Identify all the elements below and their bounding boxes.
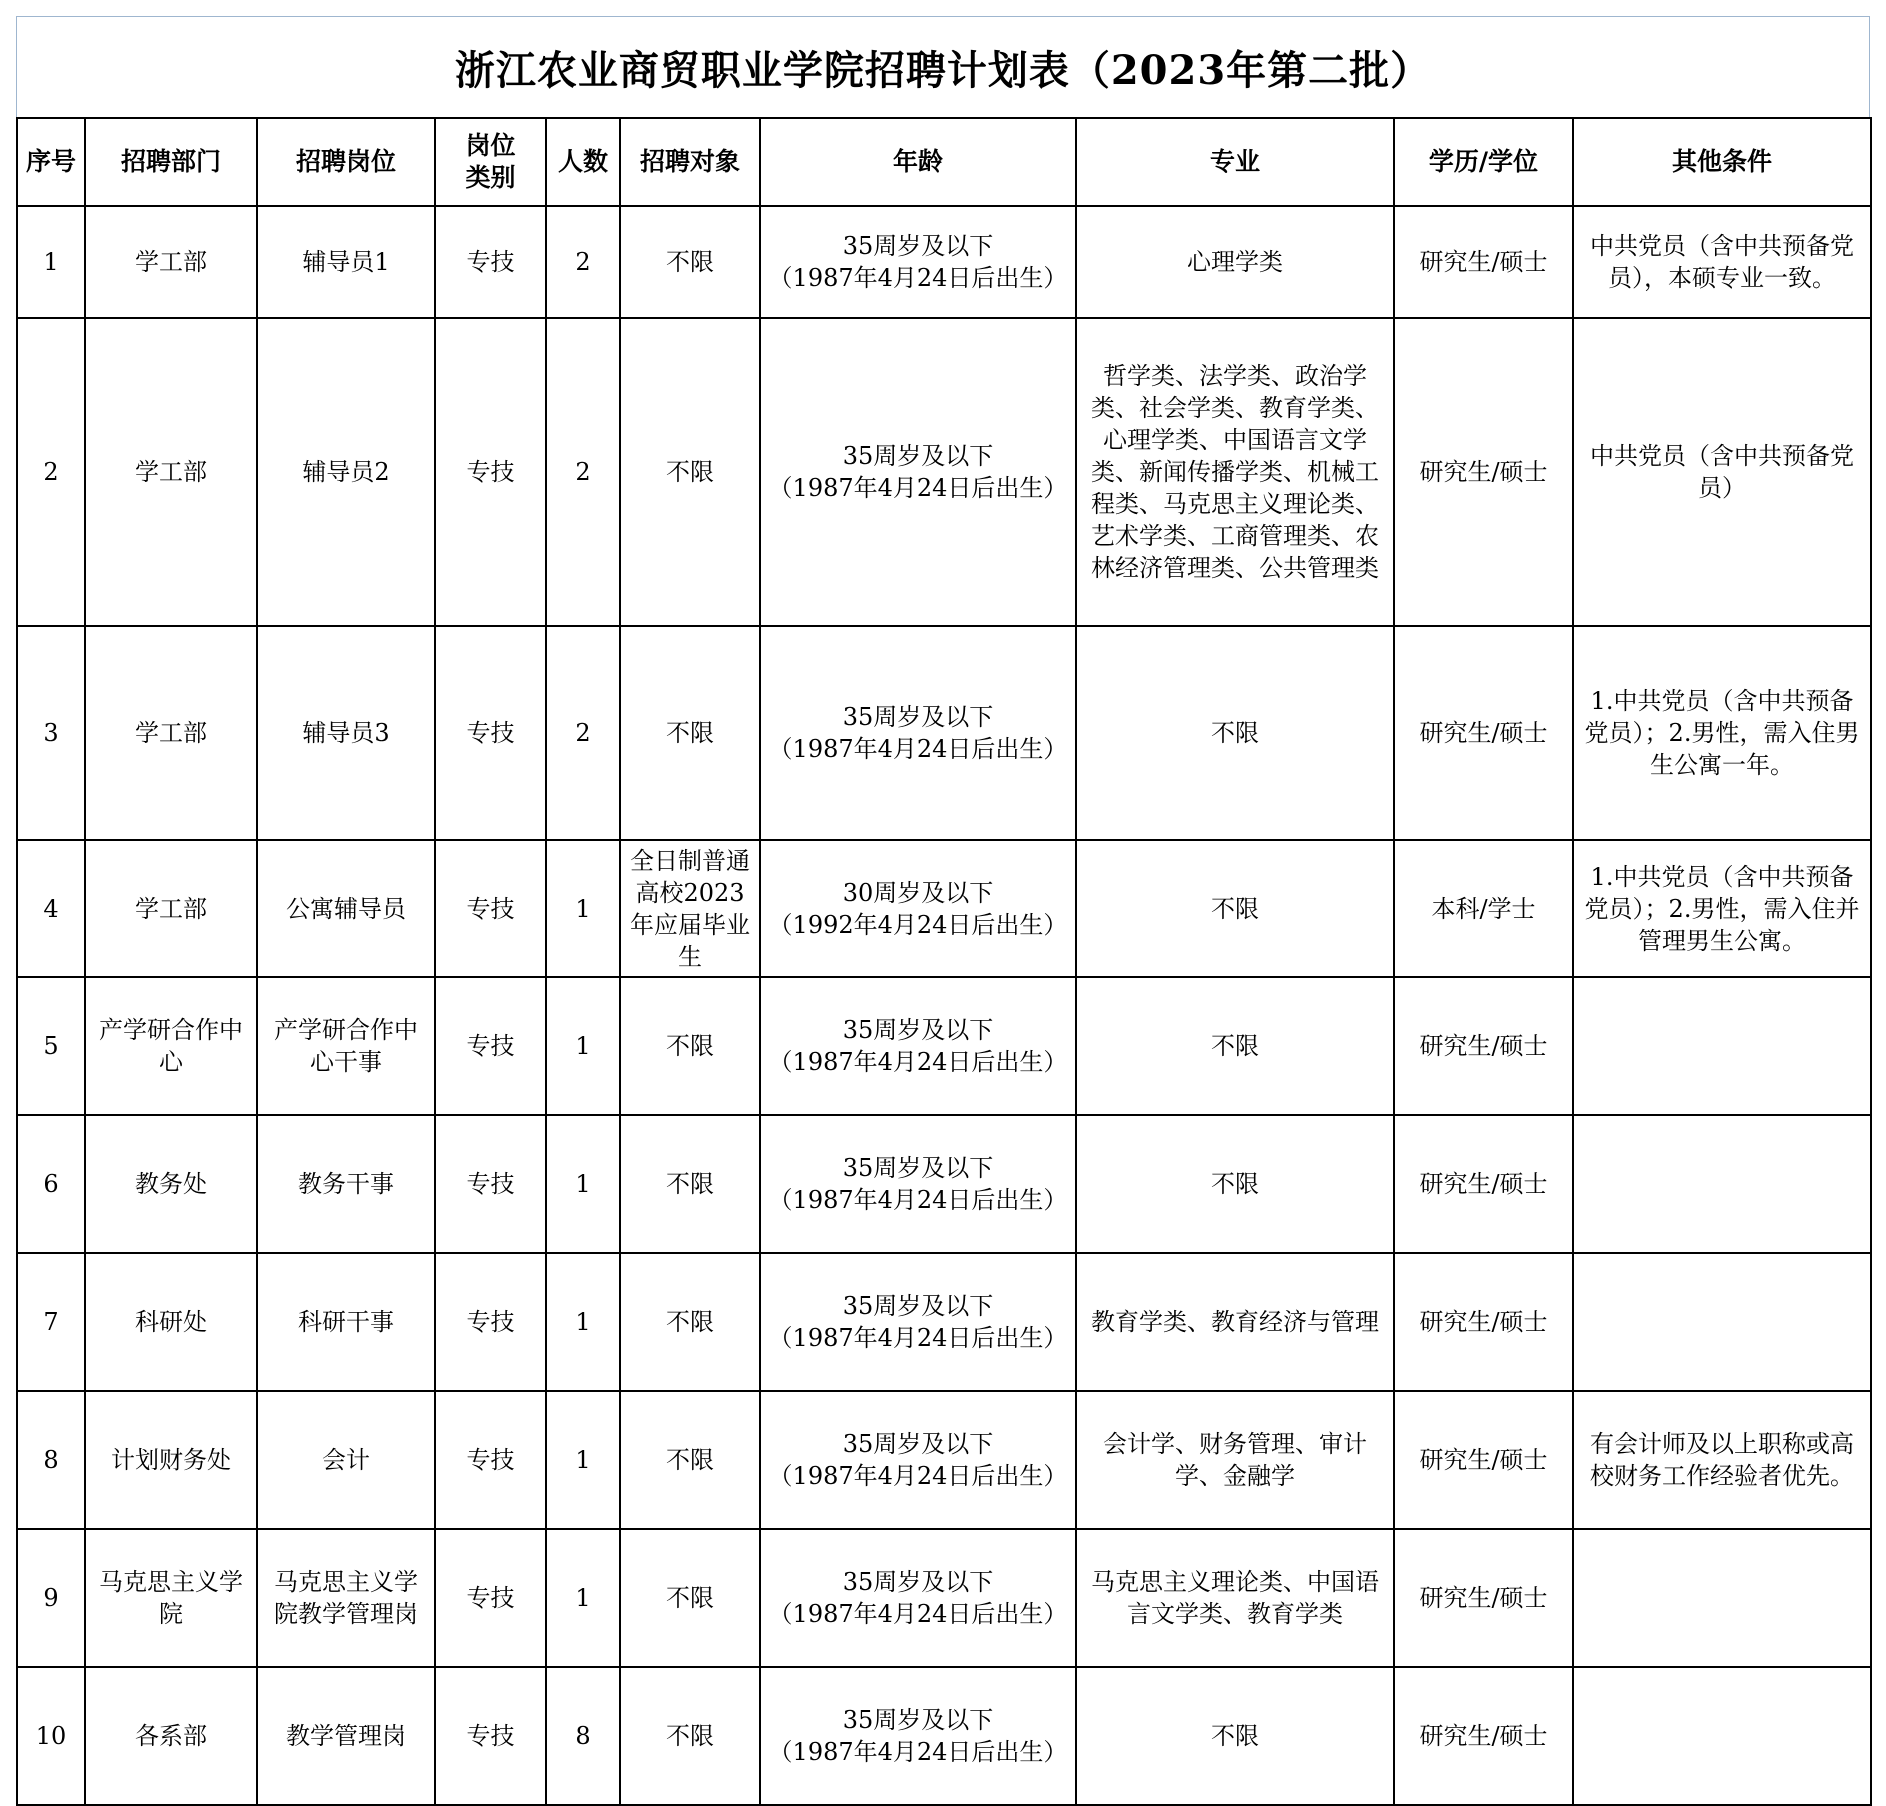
cell-other: 有会计师及以上职称或高校财务工作经验者优先。: [1573, 1391, 1871, 1529]
cell-other: 中共党员（含中共预备党员），本硕专业一致。: [1573, 206, 1871, 318]
cell-other: [1573, 1529, 1871, 1667]
cell-target: 不限: [620, 1253, 760, 1391]
cell-target: 不限: [620, 318, 760, 626]
cell-target: 不限: [620, 626, 760, 840]
cell-seq: 7: [17, 1253, 85, 1391]
cell-category: 专技: [435, 1115, 546, 1253]
cell-category: 专技: [435, 1667, 546, 1805]
header-row: [17, 118, 1871, 206]
cell-count: 1: [546, 977, 620, 1115]
cell-target: 不限: [620, 1667, 760, 1805]
cell-degree: 研究生/硕士: [1394, 1115, 1573, 1253]
cell-count: 2: [546, 626, 620, 840]
cell-count: 2: [546, 206, 620, 318]
header-major: 专业: [1076, 118, 1394, 206]
cell-age: [760, 1253, 1076, 1391]
birth-date: （1987年4月24日后出生）: [768, 474, 1068, 502]
cell-age: [760, 840, 1076, 977]
cell-count: 1: [546, 1529, 620, 1667]
cell-dept: 学工部: [85, 626, 257, 840]
cell-major: 会计学、财务管理、审计学、金融学: [1076, 1391, 1394, 1529]
cell-other: 1.中共党员（含中共预备党员）；2.男性，需入住男生公寓一年。: [1573, 626, 1871, 840]
cell-count: 1: [546, 1253, 620, 1391]
cell-degree: 研究生/硕士: [1394, 1529, 1573, 1667]
cell-target: 不限: [620, 1391, 760, 1529]
cell-age: [760, 206, 1076, 318]
birth-date: （1987年4月24日后出生）: [768, 1048, 1068, 1076]
age-limit: 30周岁及以下: [842, 878, 994, 907]
age-limit: 35周岁及以下: [842, 1154, 994, 1182]
cell-position: 公寓辅导员: [257, 840, 435, 977]
cell-age: [760, 318, 1076, 626]
cell-target: 不限: [620, 1115, 760, 1253]
cell-category: 专技: [435, 1391, 546, 1529]
age-limit: 35周岁及以下: [842, 442, 994, 470]
header-target: 招聘对象: [620, 118, 760, 206]
header-seq: 序号: [17, 118, 85, 206]
cell-seq: 4: [17, 840, 85, 977]
cell-degree: 研究生/硕士: [1394, 1391, 1573, 1529]
age-limit: 35周岁及以下: [842, 1016, 994, 1044]
cell-category: 专技: [435, 977, 546, 1115]
cell-degree: 研究生/硕士: [1394, 206, 1573, 318]
cell-age: [760, 1391, 1076, 1529]
cell-target: 全日制普通高校2023年应届毕业生: [620, 840, 760, 977]
header-dept: 招聘部门: [85, 118, 257, 206]
cell-count: 2: [546, 318, 620, 626]
table-row: [17, 206, 1871, 318]
cell-position: 科研干事: [257, 1253, 435, 1391]
cell-other: [1573, 977, 1871, 1115]
header-position: 招聘岗位: [257, 118, 435, 206]
cell-age: [760, 1115, 1076, 1253]
cell-count: 1: [546, 1115, 620, 1253]
header-degree: 学历/学位: [1394, 118, 1573, 206]
cell-count: 1: [546, 1391, 620, 1529]
cell-position: 辅导员3: [257, 626, 435, 840]
cell-position: 教务干事: [257, 1115, 435, 1253]
birth-date: （1987年4月24日后出生）: [768, 1186, 1068, 1214]
cell-category: 专技: [435, 840, 546, 977]
cell-age: [760, 626, 1076, 840]
cell-seq: 10: [17, 1667, 85, 1805]
cell-dept: 各系部: [85, 1667, 257, 1805]
age-limit: 35周岁及以下: [842, 1568, 994, 1596]
header-other: 其他条件: [1573, 118, 1871, 206]
birth-date: （1987年4月24日后出生）: [768, 735, 1068, 763]
cell-category: 专技: [435, 206, 546, 318]
cell-dept: 教务处: [85, 1115, 257, 1253]
birth-date: （1987年4月24日后出生）: [768, 1324, 1068, 1352]
cell-seq: 6: [17, 1115, 85, 1253]
age-limit: 35周岁及以下: [842, 232, 994, 260]
cell-dept: 学工部: [85, 840, 257, 977]
cell-degree: 本科/学士: [1394, 840, 1573, 977]
age-limit: 35周岁及以下: [842, 703, 994, 731]
age-limit: 35周岁及以下: [842, 1706, 994, 1734]
cell-seq: 8: [17, 1391, 85, 1529]
table-row: [17, 1391, 1871, 1529]
cell-seq: 3: [17, 626, 85, 840]
cell-major: 不限: [1076, 840, 1394, 977]
cell-target: 不限: [620, 206, 760, 318]
cell-target: 不限: [620, 977, 760, 1115]
cell-target: 不限: [620, 1529, 760, 1667]
table-row: [17, 977, 1871, 1115]
table-row: [17, 1667, 1871, 1805]
cell-major: 马克思主义理论类、中国语言文学类、教育学类: [1076, 1529, 1394, 1667]
cell-other: 中共党员（含中共预备党员）: [1573, 318, 1871, 626]
cell-other: 1.中共党员（含中共预备党员）；2.男性，需入住并管理男生公寓。: [1573, 840, 1871, 977]
cell-major: 教育学类、教育经济与管理: [1076, 1253, 1394, 1391]
cell-degree: 研究生/硕士: [1394, 318, 1573, 626]
cell-other: [1573, 1115, 1871, 1253]
header-age: 年龄: [760, 118, 1076, 206]
cell-major: 不限: [1076, 977, 1394, 1115]
cell-major: 心理学类: [1076, 206, 1394, 318]
cell-other: [1573, 1253, 1871, 1391]
cell-age: [760, 1529, 1076, 1667]
cell-position: 产学研合作中心干事: [257, 977, 435, 1115]
cell-seq: 2: [17, 318, 85, 626]
table-row: [17, 1529, 1871, 1667]
cell-category: 专技: [435, 1529, 546, 1667]
cell-category: 专技: [435, 626, 546, 840]
cell-dept: 科研处: [85, 1253, 257, 1391]
cell-dept: 马克思主义学院: [85, 1529, 257, 1667]
cell-age: [760, 977, 1076, 1115]
cell-major: 不限: [1076, 1115, 1394, 1253]
table-row: [17, 840, 1871, 977]
cell-dept: 产学研合作中心: [85, 977, 257, 1115]
cell-other: [1573, 1667, 1871, 1805]
header-count: 人数: [546, 118, 620, 206]
age-limit: 35周岁及以下: [842, 1430, 994, 1458]
birth-date: （1987年4月24日后出生）: [768, 1462, 1068, 1490]
cell-age: [760, 1667, 1076, 1805]
cell-position: 会计: [257, 1391, 435, 1529]
table-row: [17, 1115, 1871, 1253]
cell-seq: 5: [17, 977, 85, 1115]
cell-position: 马克思主义学院教学管理岗: [257, 1529, 435, 1667]
cell-count: 1: [546, 840, 620, 977]
age-limit: 35周岁及以下: [842, 1292, 994, 1320]
sheet-title: 浙江农业商贸职业学院招聘计划表（2023年第二批）: [16, 16, 1870, 117]
table-row: [17, 318, 1871, 626]
header-category: 岗位类别: [435, 118, 546, 206]
birth-date: （1992年4月24日后出生）: [768, 910, 1068, 939]
birth-date: （1987年4月24日后出生）: [768, 264, 1068, 292]
cell-major: 不限: [1076, 1667, 1394, 1805]
cell-dept: 学工部: [85, 318, 257, 626]
cell-degree: 研究生/硕士: [1394, 977, 1573, 1115]
cell-position: 辅导员1: [257, 206, 435, 318]
table-row: [17, 1253, 1871, 1391]
cell-major: 哲学类、法学类、政治学类、社会学类、教育学类、心理学类、中国语言文学类、新闻传播学类、机械工程类、马克思主义理论类、艺术学类、工商管理类、农林经济管理类、公共管理类: [1076, 318, 1394, 626]
cell-seq: 9: [17, 1529, 85, 1667]
cell-degree: 研究生/硕士: [1394, 626, 1573, 840]
cell-degree: 研究生/硕士: [1394, 1667, 1573, 1805]
cell-major: 不限: [1076, 626, 1394, 840]
recruitment-sheet: [16, 16, 1870, 1806]
cell-position: 辅导员2: [257, 318, 435, 626]
cell-seq: 1: [17, 206, 85, 318]
recruitment-table: [16, 117, 1872, 1806]
table-row: [17, 626, 1871, 840]
birth-date: （1987年4月24日后出生）: [768, 1738, 1068, 1766]
birth-date: （1987年4月24日后出生）: [768, 1600, 1068, 1628]
cell-count: 8: [546, 1667, 620, 1805]
cell-position: 教学管理岗: [257, 1667, 435, 1805]
cell-dept: 计划财务处: [85, 1391, 257, 1529]
cell-dept: 学工部: [85, 206, 257, 318]
cell-category: 专技: [435, 1253, 546, 1391]
cell-degree: 研究生/硕士: [1394, 1253, 1573, 1391]
cell-category: 专技: [435, 318, 546, 626]
